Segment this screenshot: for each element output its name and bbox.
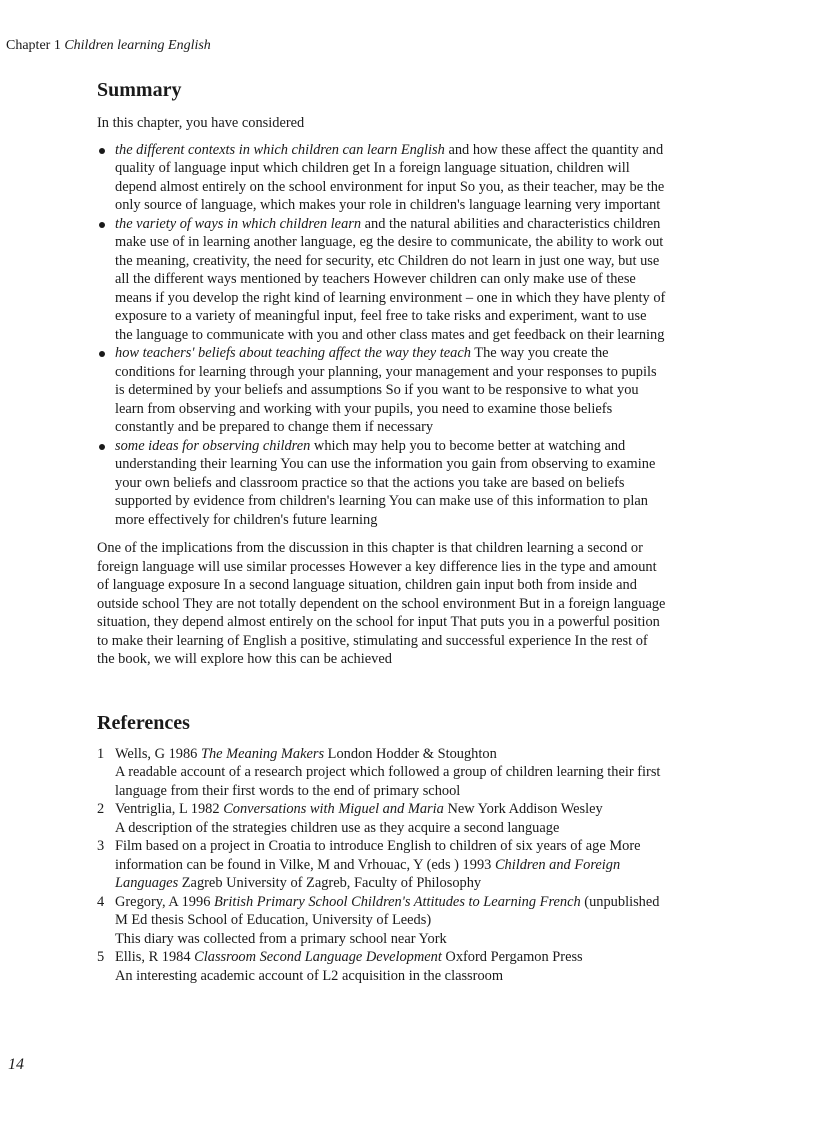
citation-text: Wells, G 1986 bbox=[115, 745, 201, 762]
citation-title: Children and Foreign Languages bbox=[115, 856, 621, 891]
page-number: 14 bbox=[8, 1056, 24, 1073]
reference-item bbox=[97, 745, 667, 801]
summary-bullet bbox=[97, 437, 667, 530]
reference-citation bbox=[115, 800, 667, 819]
reference-number: 3 bbox=[97, 838, 105, 854]
references-heading: References bbox=[97, 711, 190, 734]
chapter-label: Chapter 1 bbox=[6, 38, 61, 53]
citation-text: Film based on a project in Croatia to introduce English to children of six years of age More information can be found in Vilke, M and Vrhouac, Y (eds ) 1993 bbox=[115, 838, 641, 873]
summary-bullet bbox=[97, 215, 667, 345]
reference-item bbox=[97, 948, 667, 985]
citation-title: British Primary School Children's Attitudes to Learning French bbox=[214, 893, 581, 910]
reference-number: 5 bbox=[97, 949, 105, 965]
bullet-text: and the natural abilities and characteristics children make use of in learning another language, eg the desire to communicate, the ability to work out the meaning, creativity, the need for security, etc Children do not learn in just one way, but use all the different ways mentioned by teachers However children can only make use of these means if you develop the right kind of learning environment – one in which they have plenty of exposure to a variety of meaningful input, feel free to take risks and experiment, want to use the language to communicate with you and other class mates and get feedback on their learning bbox=[115, 215, 666, 343]
reference-note: This diary was collected from a primary school near York bbox=[115, 930, 447, 947]
reference-note: A description of the strategies children use as they acquire a second language bbox=[115, 819, 560, 836]
reference-note: A readable account of a research project which followed a group of children learning their first language from their first words to the end of primary school bbox=[115, 764, 661, 799]
citation-title: The Meaning Makers bbox=[200, 745, 325, 762]
bullet-text: and how these affect the quantity and quality of language input which children get In a foreign language situation, children will depend almost entirely on the school environment for input So you, as their teacher, may be the only source of language, which makes your role in children's language learning very important bbox=[115, 141, 665, 213]
citation-publisher: New York Addison Wesley bbox=[443, 801, 603, 817]
citation-publisher: (unpublished M Ed thesis School of Education, University of Leeds) bbox=[115, 893, 660, 928]
reference-number: 1 bbox=[97, 745, 105, 762]
summary-bullet-list bbox=[97, 141, 667, 530]
bullet-topic: the variety of ways in which children learn bbox=[115, 215, 362, 232]
reference-citation bbox=[115, 745, 667, 764]
reference-number: 4 bbox=[97, 893, 105, 910]
reference-citation bbox=[115, 893, 667, 930]
page-content bbox=[97, 78, 667, 985]
reference-item bbox=[97, 837, 667, 893]
summary-bullet bbox=[97, 344, 667, 437]
bullet-topic: some ideas for observing children bbox=[115, 437, 311, 454]
summary-heading: Summary bbox=[97, 79, 182, 101]
running-head bbox=[6, 38, 211, 54]
citation-publisher: London Hodder & Stoughton bbox=[324, 745, 497, 762]
reference-item bbox=[97, 800, 667, 837]
reference-citation bbox=[115, 948, 667, 967]
citation-publisher: Zagreb University of Zagreb, Faculty of Philosophy bbox=[178, 875, 482, 891]
citation-title: Conversations with Miguel and Maria bbox=[223, 801, 444, 817]
citation-text: Ventriglia, L 1982 bbox=[115, 801, 224, 817]
reference-note: An interesting academic account of L2 acquisition in the classroom bbox=[115, 967, 504, 984]
summary-intro: In this chapter, you have considered bbox=[97, 115, 305, 131]
reference-number: 2 bbox=[97, 801, 105, 817]
citation-title: Classroom Second Language Development bbox=[194, 949, 442, 965]
reference-item bbox=[97, 893, 667, 949]
bullet-topic: how teachers' beliefs about teaching affect the way they teach bbox=[115, 345, 471, 361]
citation-text: Gregory, A 1996 bbox=[115, 893, 214, 910]
summary-closing-paragraph: One of the implications from the discussion in this chapter is that children learning a second or foreign language will use similar processes However a key difference lies in the type and amount of language exposure In a second language situation, children gain input both from inside and outside school They are not totally dependent on the school environment But in a foreign language situation, they depend almost entirely on the school for input That puts you in a powerful position to make their learning of English a positive, stimulating and successful experience In the rest of the book, we will explore how this can be achieved bbox=[97, 540, 666, 667]
summary-bullet bbox=[97, 141, 667, 215]
citation-text: Ellis, R 1984 bbox=[115, 949, 195, 965]
reference-citation bbox=[115, 837, 667, 893]
citation-publisher: Oxford Pergamon Press bbox=[441, 949, 583, 965]
references-list bbox=[97, 745, 667, 986]
bullet-text: which may help you to become better at watching and understanding their learning You can use the information you gain from observing to examine your own beliefs and classroom practice so that the actions you take are based on beliefs supported by evidence from children's learning You can make use of this information to plan more effectively for children's future learning bbox=[115, 437, 656, 528]
bullet-text: The way you create the conditions for learning through your planning, your management and your responses to pupils is determined by your beliefs and assumptions So if you want to be responsive to what you learn from observing and working with your pupils, you need to examine those beliefs constantly and be prepared to change them if necessary bbox=[115, 345, 657, 435]
bullet-topic: the different contexts in which children can learn English bbox=[115, 141, 445, 158]
chapter-title: Children learning English bbox=[64, 38, 211, 53]
